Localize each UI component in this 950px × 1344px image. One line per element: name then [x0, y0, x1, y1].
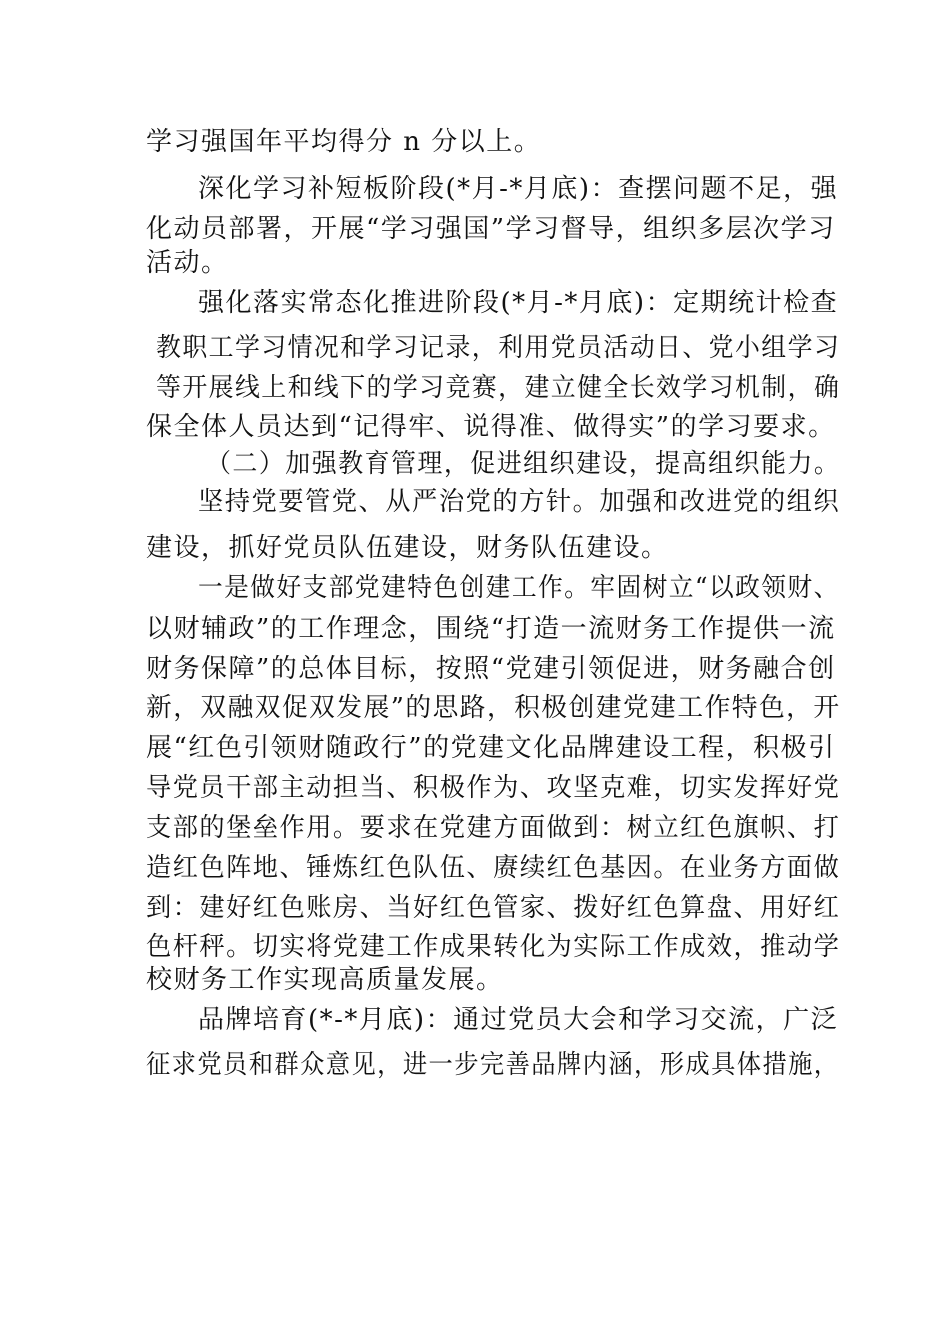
section-heading: （二）加强教育管理，促进组织建设，提高组织能力。 [206, 449, 841, 479]
text-line: 等开展线上和线下的学习竞赛，建立健全长效学习机制，确 [156, 373, 841, 403]
text-line: 坚持党要管党、从严治党的方针。加强和改进党的组织 [198, 487, 841, 517]
text-line: 深化学习补短板阶段(*月-*月底)：查摆问题不足，强 [198, 174, 839, 204]
text-line: 征求党员和群众意见，进一步完善品牌内涵，形成具体措施， [146, 1050, 840, 1080]
text-line: 教职工学习情况和学习记录，利用党员活动日、党小组学习 [156, 333, 841, 363]
text-line: 一是做好支部党建特色创建工作。牢固树立“以政领财、 [198, 573, 840, 603]
text-line: 造红色阵地、锤炼红色队伍、赓续红色基因。在业务方面做 [146, 853, 841, 883]
text-line: 学习强国年平均得分 n 分以上。 [146, 127, 542, 157]
text-line: 以财辅政”的工作理念，围绕“打造一流财务工作提供一流 [146, 614, 836, 644]
text-line: 化动员部署，开展“学习强国”学习督导，组织多层次学习 [146, 214, 836, 244]
text-line: 校财务工作实现高质量发展。 [146, 965, 504, 995]
text-line: 强化落实常态化推进阶段(*月-*月底)：定期统计检查 [198, 288, 839, 318]
text-line: 支部的堡垒作用。要求在党建方面做到：树立红色旗帜、打 [146, 813, 841, 843]
text-line: 导党员干部主动担当、积极作为、攻坚克难，切实发挥好党 [146, 773, 841, 803]
text-line: 建设，抓好党员队伍建设，财务队伍建设。 [146, 533, 669, 563]
text-line: 色杆秤。切实将党建工作成果转化为实际工作成效，推动学 [146, 932, 841, 962]
text-line: 新，双融双促双发展”的思路，积极创建党建工作特色，开 [146, 693, 841, 723]
text-line: 财务保障”的总体目标，按照“党建引领促进，财务融合创 [146, 654, 836, 684]
text-line: 活动。 [146, 248, 229, 278]
text-line: 展“红色引领财随政行”的党建文化品牌建设工程，积极引 [146, 733, 836, 763]
text-line: 保全体人员达到“记得牢、说得准、做得实”的学习要求。 [146, 412, 836, 442]
text-line: 到：建好红色账房、当好红色管家、拨好红色算盘、用好红 [146, 893, 841, 923]
text-line: 品牌培育(*-*月底)：通过党员大会和学习交流，广泛 [198, 1005, 839, 1035]
